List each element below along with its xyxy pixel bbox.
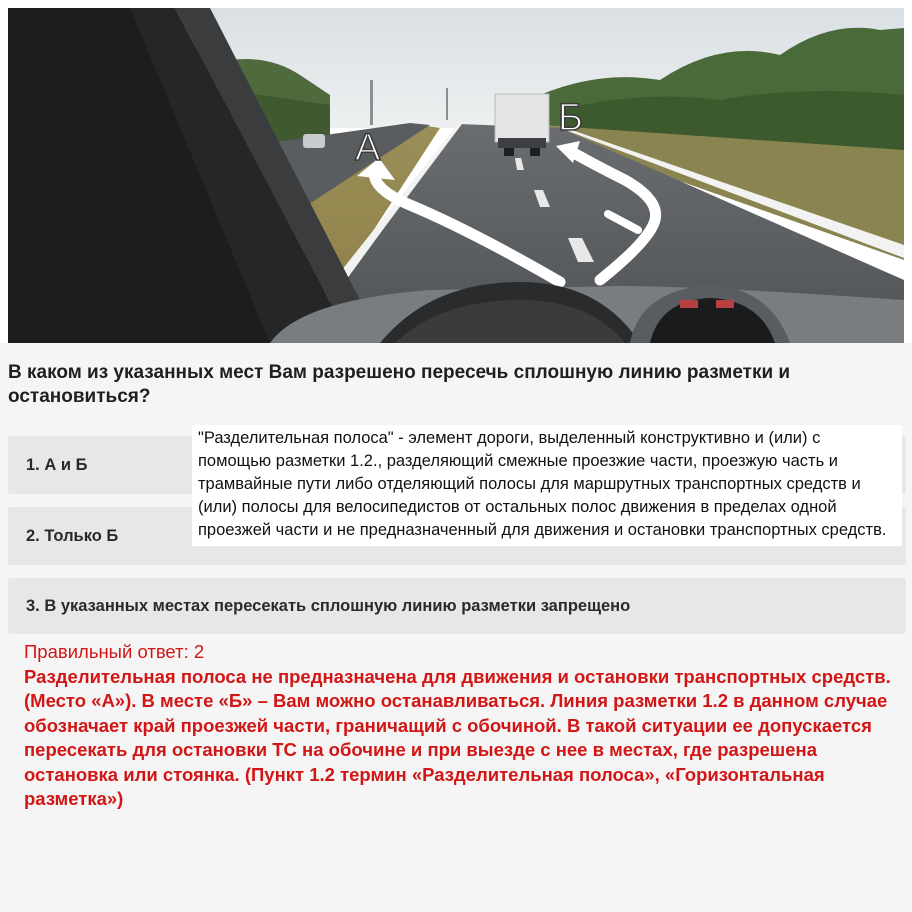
- marker-a: А: [355, 127, 381, 169]
- answer-number: 1.: [26, 455, 40, 474]
- answer-label: А и Б: [44, 455, 88, 474]
- correct-answer-text: Правильный ответ: 2: [24, 641, 205, 662]
- explanation-block: [24, 640, 904, 812]
- answer-label: Только Б: [44, 526, 119, 545]
- definition-tooltip: "Разделительная полоса" - элемент дороги, выделенный конструктивно и (или) с помощью разметки 1.2., разделяющий смежные проезжие части, проезжую часть и трамвайные пути либо отделяющий полосы для маршрутных транспортных средств и (или) полосы для велосипедистов от остальных полос движения в пределах одной проезжей части и не предназначенный для движения и остановки транспортных средств.: [192, 425, 902, 546]
- answer-label: В указанных местах пересекать сплошную линию разметки запрещено: [44, 596, 631, 615]
- answer-number: 3.: [26, 596, 40, 615]
- answer-number: 2.: [26, 526, 40, 545]
- marker-b: Б: [558, 97, 583, 139]
- road-scene-image: [0, 0, 912, 343]
- question-text: В каком из указанных мест Вам разрешено пересечь сплошную линию разметки и остановиться?: [8, 362, 791, 407]
- answer-option-3[interactable]: [8, 578, 906, 634]
- explanation-text: Разделительная полоса не предназначена для движения и остановки транспортных средств. (Место «А»). В месте «Б» – Вам можно останавливаться. Линия разметки 1.2 в данном случае обозначает край проезжей части, граничащий с обочиной. В такой ситуации ее допускается пересекать для остановки ТС на обочине и при выезде с нее в местах, где разрешена остановка или стоянка. (Пункт 1.2 термин «Разделительная полоса», «Горизонтальная разметка»): [24, 665, 891, 809]
